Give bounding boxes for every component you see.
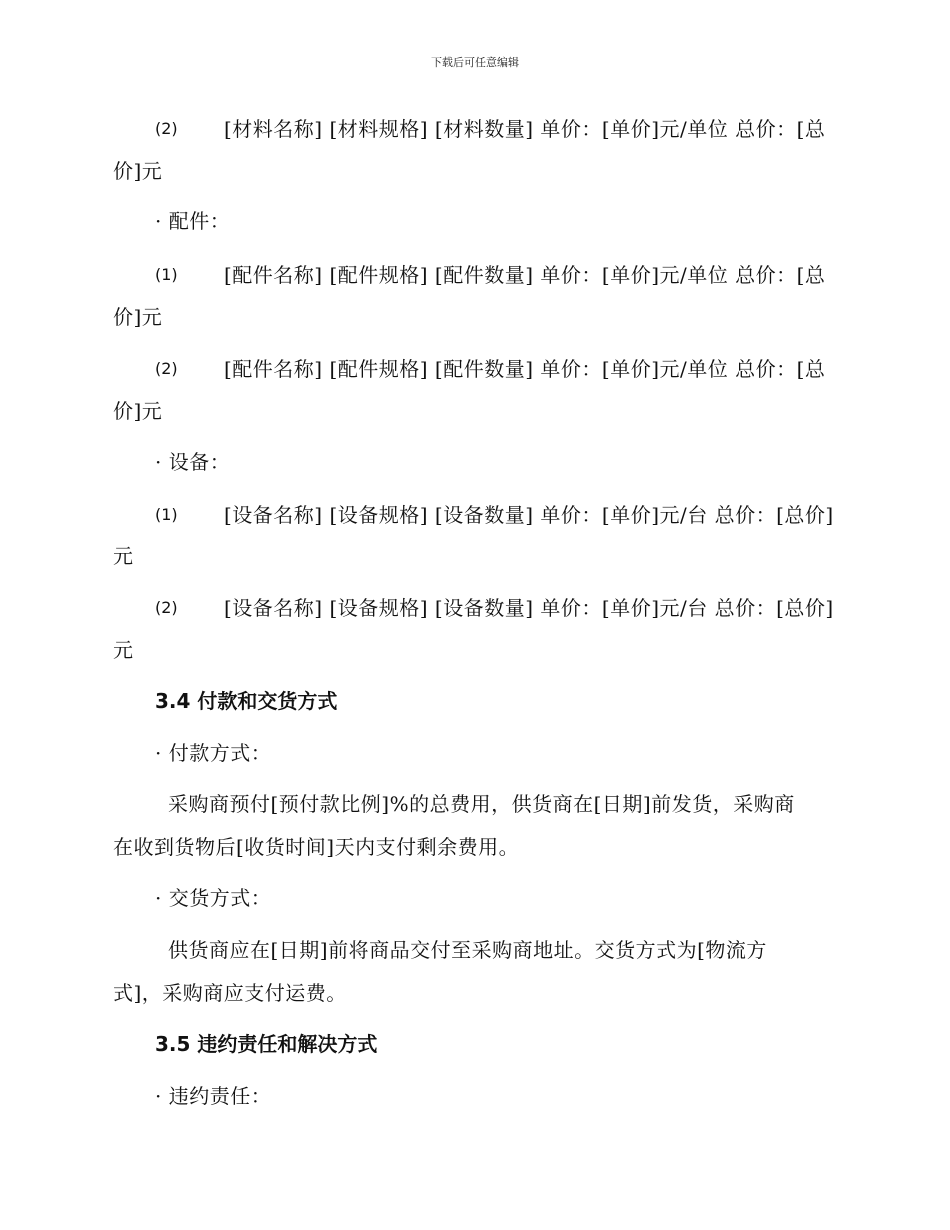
part-2-number: (2) — [155, 359, 178, 378]
payment-method-line2: 在收到货物后[收货时间]天内支付剩余费用。 — [113, 835, 520, 859]
section-3-5-heading: 3.5 违约责任和解决方式 — [155, 1032, 378, 1056]
material-2-line1: [材料名称] [材料规格] [材料数量] 单价：[单价]元/单位 总价：[总 — [224, 117, 826, 141]
equipment-2-line1: [设备名称] [设备规格] [设备数量] 单价：[单价]元/台 总价：[总价] — [224, 596, 834, 620]
part-1-line1: [配件名称] [配件规格] [配件数量] 单价：[单价]元/单位 总价：[总 — [224, 263, 826, 287]
delivery-method-line2: 式]，采购商应支付运费。 — [113, 981, 347, 1005]
part-2-line1: [配件名称] [配件规格] [配件数量] 单价：[单价]元/单位 总价：[总 — [224, 357, 826, 381]
part-2-line2: 价]元 — [113, 399, 163, 423]
material-2-number: (2) — [155, 119, 178, 138]
equipment-2-line2: 元 — [113, 638, 134, 662]
delivery-method-line1: 供货商应在[日期]前将商品交付至采购商地址。交货方式为[物流方 — [168, 938, 767, 962]
equipment-1-line2: 元 — [113, 544, 134, 568]
equipment-title: · 设备： — [155, 450, 231, 474]
equipment-1-line1: [设备名称] [设备规格] [设备数量] 单价：[单价]元/台 总价：[总价] — [224, 503, 834, 527]
payment-method-line1: 采购商预付[预付款比例]%的总费用，供货商在[日期]前发货，采购商 — [168, 792, 795, 816]
equipment-2-number: (2) — [155, 598, 178, 617]
payment-method-title: · 付款方式： — [155, 741, 272, 765]
part-1-number: (1) — [155, 265, 178, 284]
part-1-line2: 价]元 — [113, 305, 163, 329]
page-header: 下载后可任意编辑 — [431, 56, 519, 69]
parts-title: · 配件： — [155, 209, 231, 233]
material-2-line2: 价]元 — [113, 159, 163, 183]
equipment-1-number: (1) — [155, 505, 178, 524]
liability-title: · 违约责任： — [155, 1084, 272, 1108]
delivery-method-title: · 交货方式： — [155, 886, 272, 910]
section-3-4-heading: 3.4 付款和交货方式 — [155, 689, 338, 713]
